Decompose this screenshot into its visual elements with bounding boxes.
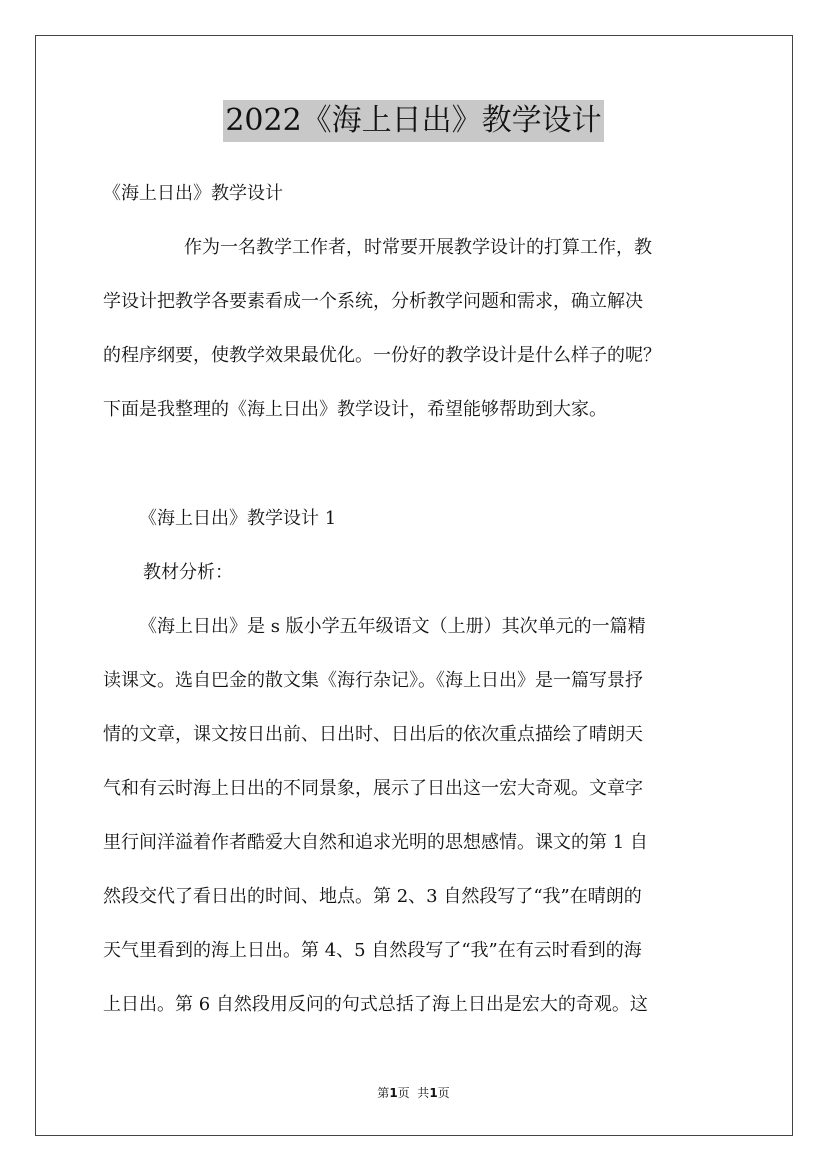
body-line-1: 《海上日出》是 s 版小学五年级语文（上册）其次单元的一篇精: [139, 616, 646, 637]
body-line-5: 里行间洋溢着作者酷爱大自然和追求光明的思想感情。课文的第 1 自: [103, 832, 648, 853]
page-footer: [0, 1084, 827, 1101]
footer-mid: 页 共: [397, 1086, 430, 1100]
intro-line-4: 下面是我整理的《海上日出》教学设计，希望能够帮助到大家。: [103, 399, 607, 420]
intro-line-1: 作为一名教学工作者，时常要开展教学设计的打算工作，教: [184, 237, 652, 258]
footer-page-total: 1: [429, 1086, 438, 1100]
intro-line-2: 学设计把教学各要素看成一个系统，分析教学问题和需求，确立解决: [103, 291, 643, 312]
document-subtitle: 《海上日出》教学设计: [103, 183, 283, 204]
footer-suffix: 页: [437, 1086, 450, 1100]
body-line-8: 上日出。第 6 自然段用反问的句式总括了海上日出是宏大的奇观。这: [103, 994, 648, 1015]
body-line-2: 读课文。选自巴金的散文集《海行杂记》。《海上日出》是一篇写景抒: [103, 670, 643, 691]
body-line-6: 然段交代了看日出的时间、地点。第 2、3 自然段写了“我”在晴朗的: [103, 886, 642, 907]
title-wrap: [0, 100, 827, 142]
body-line-3: 情的文章，课文按日出前、日出时、日出后的依次重点描绘了晴朗天: [103, 724, 643, 745]
intro-line-3: 的程序纲要，使教学效果最优化。一份好的教学设计是什么样子的呢？: [103, 345, 661, 366]
document-title: 2022《海上日出》教学设计: [223, 100, 603, 142]
footer-page-current: 1: [389, 1086, 398, 1100]
body-line-4: 气和有云时海上日出的不同景象，展示了日出这一宏大奇观。文章字: [103, 778, 643, 799]
body-line-7: 天气里看到的海上日出。第 4、5 自然段写了“我”在有云时看到的海: [103, 940, 642, 961]
subsection-heading: 教材分析：: [143, 562, 233, 583]
section-heading: 《海上日出》教学设计 1: [139, 508, 337, 529]
footer-prefix: 第: [377, 1086, 390, 1100]
